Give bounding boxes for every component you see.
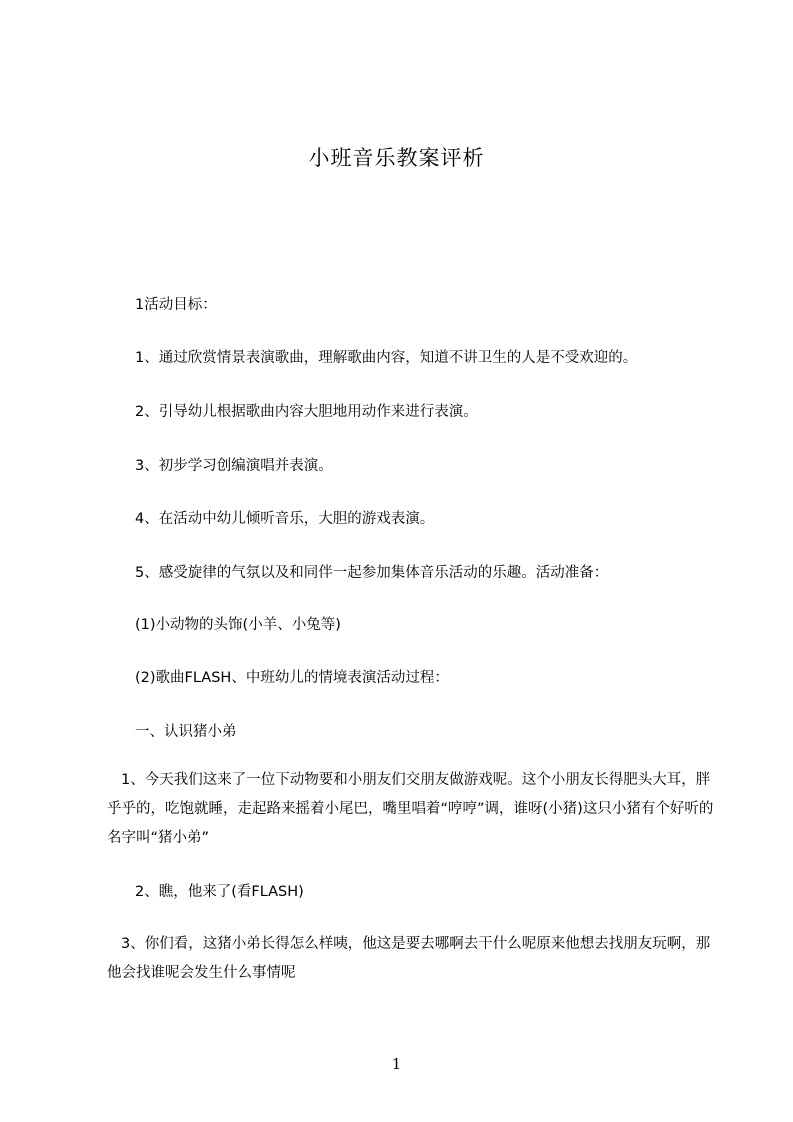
page-number: 1: [391, 1055, 402, 1073]
preparation-item-1: (1)小动物的头饰(小羊、小兔等): [135, 617, 341, 633]
goal-item-4: 4、在活动中幼儿倾听音乐，大胆的游戏表演。: [135, 511, 435, 527]
preparation-item-2: (2)歌曲FLASH、中班幼儿的情境表演活动过程：: [135, 670, 449, 686]
goal-item-1: 1、通过欣赏情景表演歌曲，理解歌曲内容，知道不讲卫生的人是不受欢迎的。: [135, 350, 638, 366]
goal-item-3: 3、初步学习创编演唱并表演。: [135, 458, 333, 474]
section-heading-meet-piglet: 一、认识猪小弟: [135, 724, 237, 740]
process-paragraph-1: 1、今天我们这来了一位下动物要和小朋友们交朋友做游戏呢。这个小朋友长得肥头大耳，胖乎乎的，吃饱就睡，走起路来摇着小尾巴，嘴里唱着“哼哼”调，谁呀(小猪)这只小猪有个好听的名字叫“猪小弟”: [107, 772, 714, 846]
document-title: 小班音乐教案评析: [308, 146, 485, 170]
goal-item-2: 2、引导幼儿根据歌曲内容大胆地用动作来进行表演。: [135, 404, 478, 420]
process-line-2: 2、瞧，他来了(看FLASH): [135, 884, 304, 900]
goal-item-5: 5、感受旋律的气氛以及和同伴一起参加集体音乐活动的乐趣。活动准备：: [135, 565, 609, 581]
process-paragraph-3: 3、你们看，这猪小弟长得怎么样咦，他这是要去哪啊去干什么呢原来他想去找朋友玩啊，那他会找谁呢会发生什么事情呢: [107, 936, 711, 981]
section-heading-goals: 1活动目标：: [135, 297, 217, 313]
